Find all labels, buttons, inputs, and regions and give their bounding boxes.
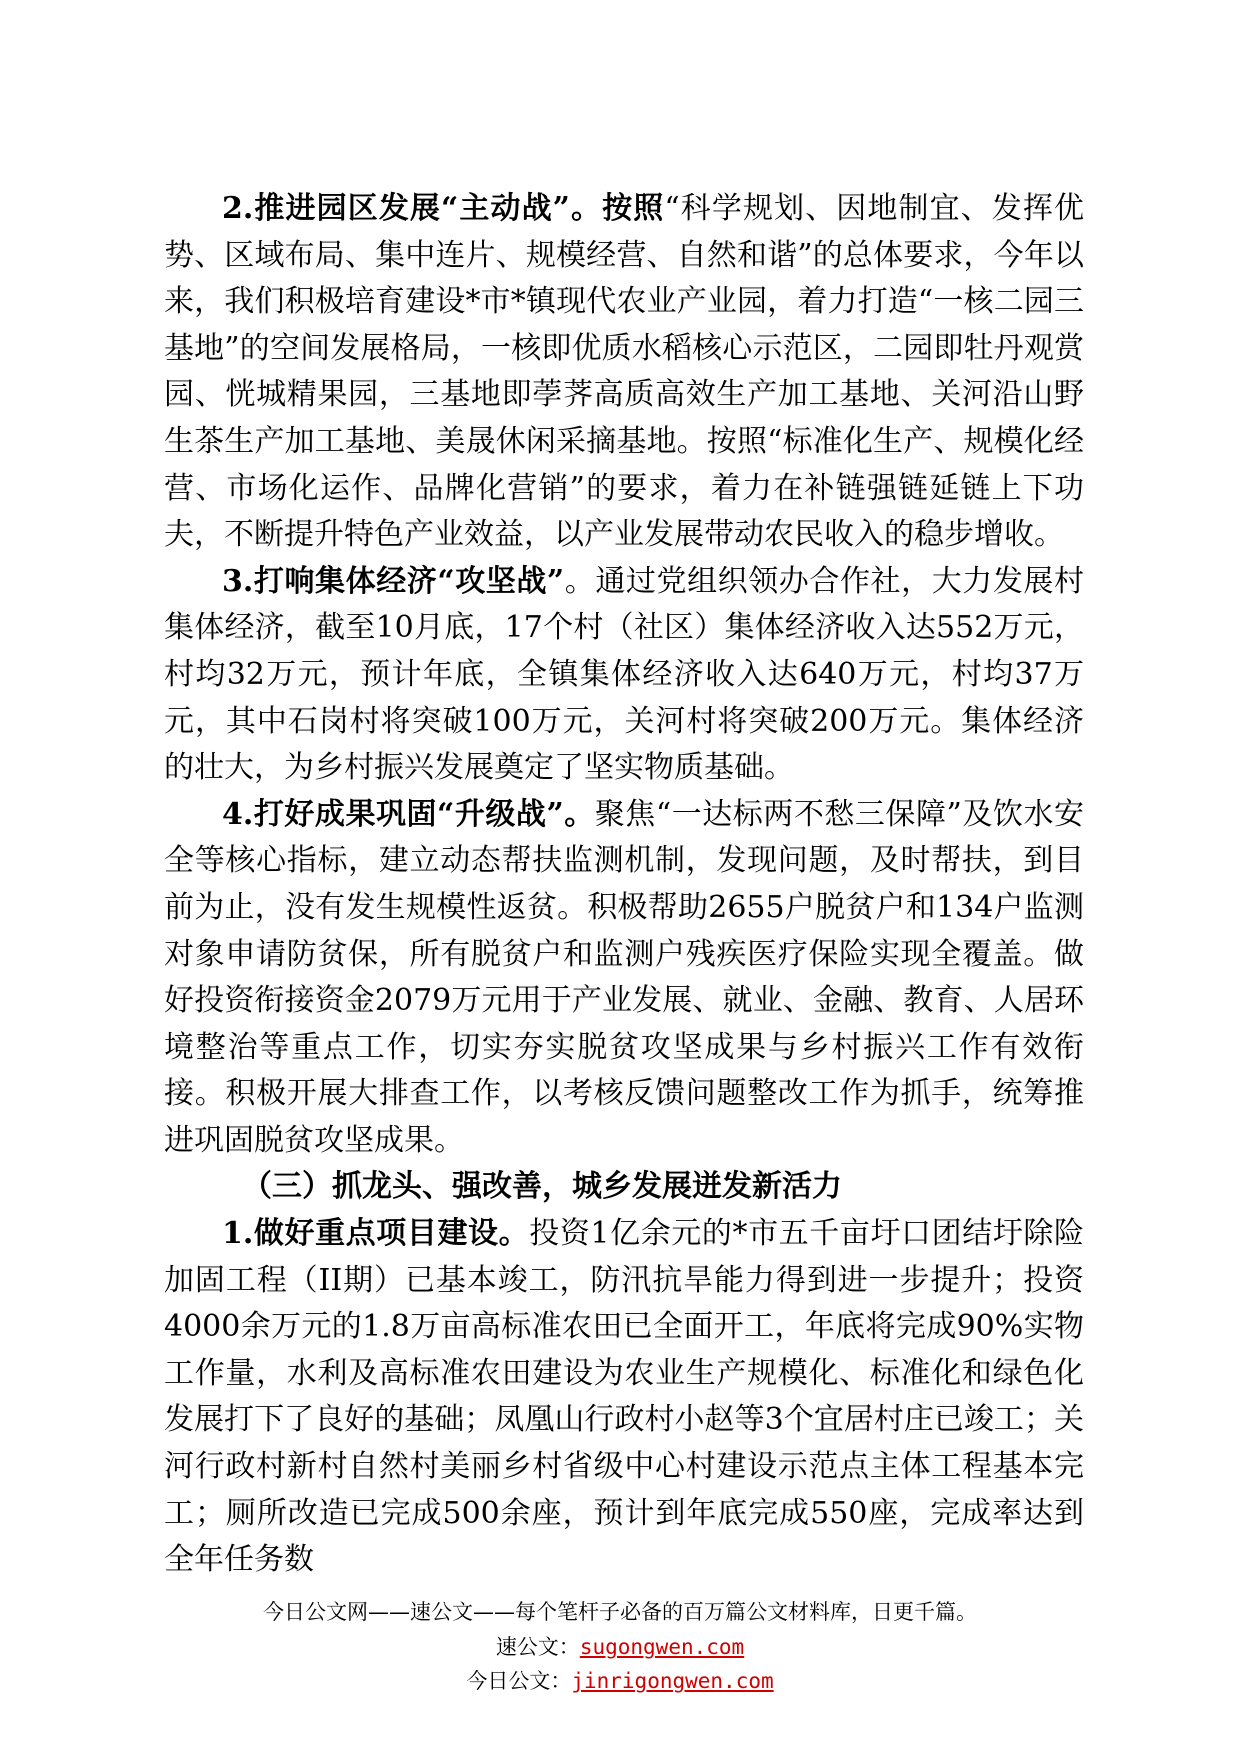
document-body	[164, 186, 1084, 1584]
paragraph-results-consolidation	[164, 792, 1084, 1165]
footer-label: 今日公文：	[466, 1669, 572, 1693]
paragraph-collective-economy	[164, 559, 1084, 792]
footer-slogan: 今日公文网——速公文——每个笔杆子必备的百万篇公文材料库，日更千篇。	[263, 1600, 977, 1624]
footer-jinrigongwen	[0, 1665, 1240, 1695]
footer-label: 速公文：	[495, 1635, 580, 1659]
paragraph-text: 聚焦“一达标两不愁三保障”及饮水安全等核心指标，建立动态帮扶监测机制，发现问题，及时帮扶，到目前为止，没有发生规模性返贫。积极帮助2655户脱贫户和134户监测对象申请防贫保，所有脱贫户和监测户残疾医疗保险实现全覆盖。做好投资衔接资金2079万元用于产业发展、就业、金融、教育、人居环境整治等重点工作，切实夯实脱贫攻坚成果与乡村振兴工作有效衔接。积极开展大排查工作，以考核反馈问题整改工作为抓手，统筹推进巩固脱贫攻坚成果。	[164, 796, 1084, 1158]
sugongwen-link[interactable]: sugongwen.com	[579, 1635, 745, 1659]
paragraph-lead: 2.推进园区发展“主动战”。按照	[222, 191, 665, 226]
paragraph-text: “科学规划、因地制宜、发挥优势、区域布局、集中连片、规模经营、自然和谐”的总体要求，今年以来，我们积极培育建设*市*镇现代农业产业园，着力打造“一核二园三基地”的空间发展格局，一核即优质水稻核心示范区，二园即牡丹观赏园、恍城精果园，三基地即荸荠高质高效生产加工基地、关河沿山野生茶生产加工基地、美晟休闲采摘基地。按照“标准化生产、规模化经营、市场化运作、品牌化营销”的要求，着力在补链强链延链上下功夫，不断提升特色产业效益，以产业发展带动农民收入的稳步增收。	[164, 191, 1084, 553]
section-heading: （三）抓龙头、强改善，城乡发展迸发新活力	[242, 1169, 842, 1205]
paragraph-text: 。通过党组织领办合作社，大力发展村集体经济，截至10月底，17个村（社区）集体经济收入达552万元，村均32万元，预计年底，全镇集体经济收入达640万元，村均37万元，其中石岗村将突破100万元，关河村将突破200万元。集体经济的壮大，为乡村振兴发展奠定了坚实物质基础。	[164, 563, 1084, 786]
paragraph-lead: 1.做好重点项目建设。	[222, 1216, 530, 1252]
jinrigongwen-link[interactable]: jinrigongwen.com	[571, 1669, 774, 1693]
paragraph-text: 投资1亿余元的*市五千亩圩口团结圩除险加固工程（II期）已基本竣工，防汛抗旱能力得到进一步提升；投资4000余万元的1.8万亩高标准农田已全面开工，年底将完成90%实物工作量，水利及高标准农田建设为农业生产规模化、标准化和绿色化发展打下了良好的基础；凤凰山行政村小赵等3个宜居村庄已竣工；关河行政村新村自然村美丽乡村省级中心村建设示范点主体工程基本完工；厕所改造已完成500余座，预计到年底完成550座，完成率达到全年任务数	[164, 1216, 1084, 1578]
paragraph-lead: 3.打响集体经济“攻坚战”	[222, 563, 565, 599]
footer-sugongwen	[0, 1631, 1240, 1661]
paragraph-park-development	[164, 186, 1084, 559]
paragraph-lead: 4.打好成果巩固“升级战”。	[222, 796, 595, 832]
paragraph-key-projects	[164, 1211, 1084, 1584]
